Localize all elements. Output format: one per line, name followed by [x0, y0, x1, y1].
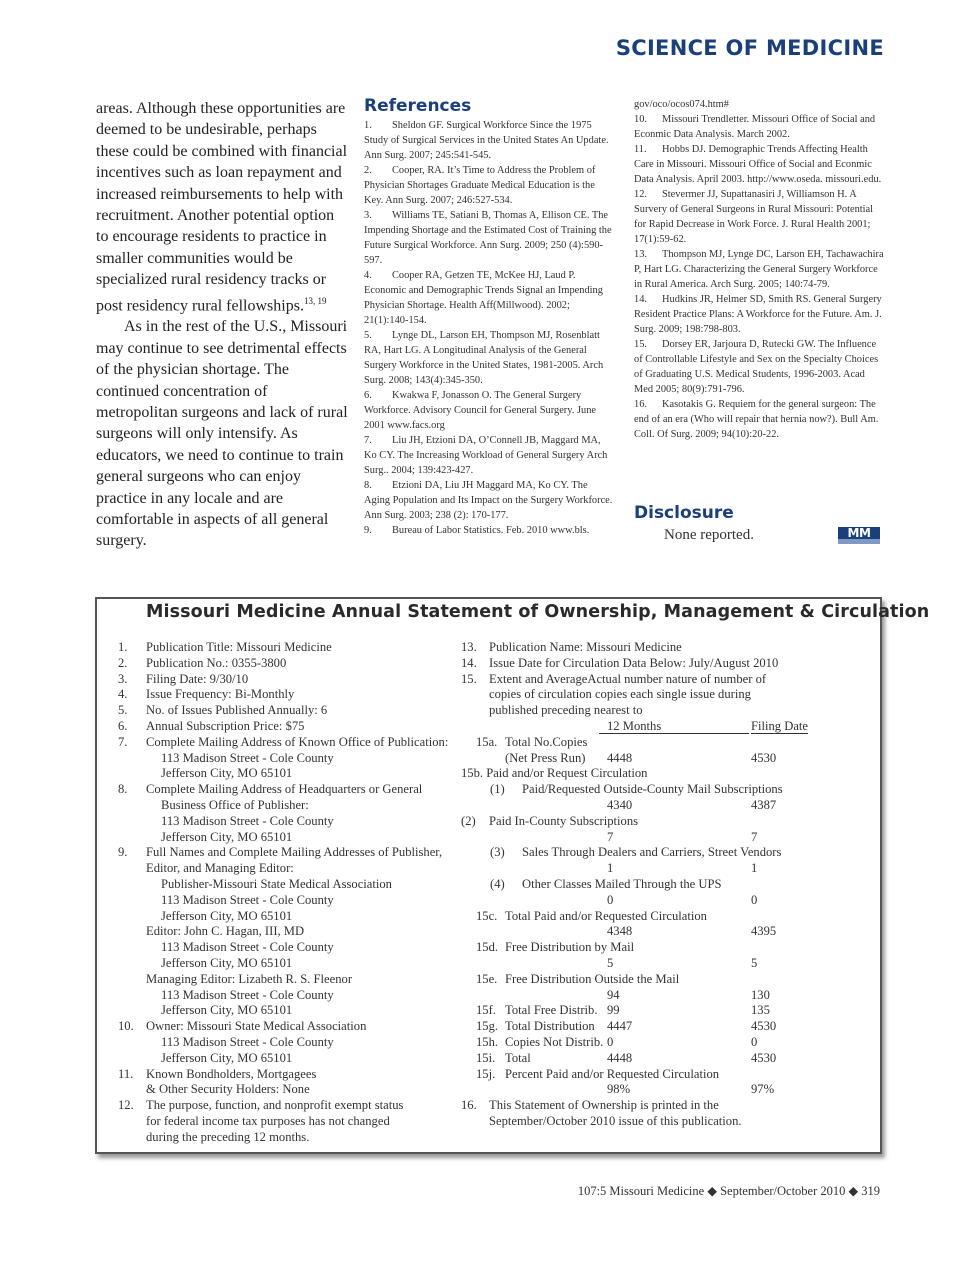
value-12-months: 94 — [607, 987, 620, 1002]
statement-row — [118, 877, 458, 893]
statement-row — [461, 656, 861, 672]
value-12-months: 99 — [607, 1003, 620, 1018]
body-paragraph — [96, 98, 348, 316]
item-text: Business Office of Publisher: — [161, 797, 309, 812]
statement-row — [461, 972, 861, 988]
reference-item — [364, 478, 614, 523]
item-text: Total Distribution — [505, 1019, 595, 1034]
item-number: (2) — [461, 813, 476, 828]
item-text: Complete Mailing Address of Headquarters or General — [146, 782, 423, 797]
statement-row — [461, 766, 861, 782]
item-text: Issue Frequency: Bi-Monthly — [146, 687, 295, 702]
statement-row — [118, 972, 458, 988]
item-number: 6. — [118, 718, 128, 733]
item-text: 113 Madison Street - Cole County — [161, 892, 334, 907]
statement-row — [461, 1035, 861, 1051]
statement-row — [461, 640, 861, 656]
item-text: 15b. Paid and/or Request Circulation — [461, 766, 648, 781]
statement-row — [118, 1035, 458, 1051]
statement-row — [118, 1098, 458, 1114]
statement-row — [118, 814, 458, 830]
reference-number: 13. — [634, 249, 647, 260]
column-header-row — [461, 719, 861, 735]
reference-text: Dorsey ER, Jarjoura D, Rutecki GW. The Influence of Controllable Lifestyle and Sex on the Specialty Choices of Graduating U.S. Medical Students, 1996-2003. Acad Med 2005; 80(9):791-796. — [634, 339, 879, 395]
item-number: 15h. — [476, 1034, 499, 1049]
statement-row — [118, 656, 458, 672]
reference-number: 16. — [634, 399, 647, 410]
reference-number: 15. — [634, 339, 647, 350]
value-filing-date: 4387 — [751, 797, 777, 812]
reference-text: Williams TE, Satiani B, Thomas A, Ellison CE. The Impending Shortage and the Estimated Cost of Training the Future Surgical Workforce. Ann Surg. 2009; 250 (4):590-597. — [364, 210, 612, 266]
col-header-filing-date: Filing Date — [751, 718, 809, 733]
value-12-months: 7 — [607, 829, 614, 844]
reference-text: Stevermer JJ, Supattanasiri J, Williamson H. A Survery of General Surgeons in Rural Missouri: Potential for Rapid Decrease in Work Force. J. Rural Health 2001; 17(1):59-62. — [634, 189, 874, 245]
statement-row — [118, 1003, 458, 1019]
item-text: published preceding nearest to — [489, 703, 643, 718]
reference-item — [364, 433, 614, 478]
value-12-months: 4448 — [607, 750, 633, 765]
reference-number: 9. — [364, 525, 372, 536]
value-12-months: 98% — [607, 1082, 631, 1097]
statement-row — [461, 687, 861, 703]
item-number: 15d. — [476, 940, 499, 955]
item-text: Free Distribution Outside the Mail — [505, 971, 680, 986]
statement-row — [118, 687, 458, 703]
reference-text: Lynge DL, Larson EH, Thompson MJ, Rosenblatt RA, Hart LG. A Longitudinal Analysis of the General Surgery Workforce in the United States, 1981-2005. Arch Surg. 2008; 143(4):345-350. — [364, 330, 604, 386]
statement-row — [461, 845, 861, 861]
item-number: 15a. — [476, 734, 498, 749]
disclosure-text: None reported. — [664, 527, 754, 543]
reference-number: 7. — [364, 435, 372, 446]
item-text: Issue Date for Circulation Data Below: July/August 2010 — [489, 655, 779, 670]
reference-text: Etzioni DA, Liu JH Maggard MA, Ko CY. The Aging Population and Its Impact on the Surgery Workforce. Ann Surg. 2003; 238 (2): 170-177. — [364, 480, 613, 521]
item-text: Jefferson City, MO 65101 — [161, 1003, 293, 1018]
item-text: Total — [505, 1050, 531, 1065]
item-number: 15c. — [476, 908, 498, 923]
item-text: Publication Name: Missouri Medicine — [489, 640, 682, 654]
value-12-months: 4340 — [607, 797, 633, 812]
value-row — [461, 924, 861, 940]
item-text: Publication No.: 0355-3800 — [146, 655, 287, 670]
statement-row — [461, 940, 861, 956]
reference-text: Bureau of Labor Statistics. Feb. 2010 www.bls. — [392, 525, 590, 536]
disclosure-heading: Disclosure — [634, 503, 734, 523]
item-number: 14. — [461, 655, 477, 670]
reference-continuation: gov/oco/ocos074.htm# — [634, 99, 729, 110]
item-number: 8. — [118, 782, 128, 797]
value-filing-date: 4530 — [751, 1050, 777, 1065]
statement-row — [461, 703, 861, 719]
reference-text: Kwakwa F, Jonasson O. The General Surgery Workforce. Advisory Council for General Surgery. June 2001 www.facs.org — [364, 390, 597, 431]
reference-item — [364, 523, 614, 538]
statement-left-column — [118, 640, 458, 1146]
item-text: Copies Not Distrib. — [505, 1034, 604, 1049]
reference-number: 4. — [364, 270, 372, 281]
statement-row — [118, 640, 458, 656]
item-text: Jefferson City, MO 65101 — [161, 955, 293, 970]
item-text: Complete Mailing Address of Known Office of Publication: — [146, 734, 449, 749]
item-text: for federal income tax purposes has not changed — [146, 1113, 390, 1128]
item-text: Full Names and Complete Mailing Addresses of Publisher, — [146, 845, 443, 860]
reference-number: 2. — [364, 165, 372, 176]
value-row — [461, 861, 861, 877]
item-number: 10. — [118, 1019, 134, 1034]
item-text: Publication Title: Missouri Medicine — [146, 640, 332, 654]
reference-item — [634, 142, 884, 187]
statement-row — [118, 1067, 458, 1083]
item-text: Total No.Copies — [505, 734, 588, 749]
value-filing-date: 135 — [751, 1003, 770, 1018]
statement-row — [118, 861, 458, 877]
value-row — [461, 798, 861, 814]
value-12-months: 4448 — [607, 1050, 633, 1065]
item-number: (3) — [490, 845, 505, 860]
item-number: 9. — [118, 845, 128, 860]
item-number: 15j. — [476, 1066, 496, 1081]
statement-row — [461, 814, 861, 830]
reference-text: Sheldon GF. Surgical Workforce Since the 1975 Study of Surgical Services in the United States An Update. Ann Surg. 2007; 245:541-545. — [364, 120, 609, 161]
reference-item — [364, 328, 614, 388]
reference-number: 10. — [634, 114, 647, 125]
statement-right-column — [461, 640, 861, 1130]
item-text: 113 Madison Street - Cole County — [161, 1034, 334, 1049]
references-heading: References — [364, 96, 472, 116]
item-text: Editor: John C. Hagan, III, MD — [146, 924, 305, 939]
value-row — [461, 830, 861, 846]
reference-number: 6. — [364, 390, 372, 401]
reference-item — [364, 208, 614, 268]
item-text: Jefferson City, MO 65101 — [161, 766, 293, 781]
statement-row — [118, 988, 458, 1004]
item-number: 12. — [118, 1098, 134, 1113]
reference-text: Liu JH, Etzioni DA, O’Connell JB, Maggard MA, Ko CY. The Increasing Workload of General Surgery Arch Surg.. 2004; 139:423-427. — [364, 435, 608, 476]
value-12-months: 4447 — [607, 1019, 633, 1034]
statement-row — [461, 782, 861, 798]
value-filing-date: 1 — [751, 861, 758, 876]
value-12-months: 5 — [607, 955, 614, 970]
item-number: 13. — [461, 640, 477, 654]
item-text: Total Free Distrib. — [505, 1003, 598, 1018]
statement-row — [118, 672, 458, 688]
value-row — [461, 1082, 861, 1098]
value-12-months: 1 — [607, 861, 614, 876]
statement-row — [118, 782, 458, 798]
reference-item — [634, 112, 884, 142]
value-filing-date: 4530 — [751, 750, 777, 765]
item-text: 113 Madison Street - Cole County — [161, 750, 334, 765]
statement-row — [118, 766, 458, 782]
value-12-months: 0 — [607, 1034, 614, 1049]
value-filing-date: 4530 — [751, 1019, 777, 1034]
value-row — [461, 956, 861, 972]
item-text: No. of Issues Published Annually: 6 — [146, 703, 328, 718]
statement-row — [118, 940, 458, 956]
statement-row — [461, 877, 861, 893]
item-text: & Other Security Holders: None — [146, 1082, 310, 1097]
item-text: Jefferson City, MO 65101 — [161, 908, 293, 923]
item-text: Editor, and Managing Editor: — [146, 861, 294, 876]
col-header-12-months: 12 Months — [599, 719, 749, 735]
statement-row — [461, 1051, 861, 1067]
mm-logo: MM — [838, 527, 880, 544]
citation-superscript: 13, 19 — [303, 295, 327, 306]
statement-row — [461, 1067, 861, 1083]
statement-row — [118, 735, 458, 751]
item-text: Jefferson City, MO 65101 — [161, 829, 293, 844]
value-filing-date: 130 — [751, 987, 770, 1002]
value-filing-date: 7 — [751, 829, 758, 844]
statement-row — [118, 1082, 458, 1098]
item-number: 16. — [461, 1098, 477, 1113]
item-number: (4) — [490, 876, 505, 891]
item-number: 15i. — [476, 1050, 496, 1065]
section-title: SCIENCE OF MEDICINE — [615, 36, 884, 60]
references-list-b — [634, 97, 884, 442]
reference-text: Missouri Trendletter. Missouri Office of Social and Econmic Data Analysis. March 2002. — [634, 114, 876, 140]
item-number: 7. — [118, 734, 128, 749]
reference-item — [364, 118, 614, 163]
item-number: 15. — [461, 671, 477, 686]
statement-row — [118, 830, 458, 846]
item-number: 3. — [118, 671, 128, 686]
item-number: 5. — [118, 703, 128, 718]
statement-row — [118, 1114, 458, 1130]
statement-row — [118, 909, 458, 925]
reference-text: Cooper, RA. It’s Time to Address the Problem of Physician Shortages Graduate Medical Education is the Key. Ann Surg. 2007; 246:527-534. — [364, 165, 596, 206]
value-filing-date: 5 — [751, 955, 758, 970]
body-paragraph: As in the rest of the U.S., Missouri may continue to see detrimental effects of the physician shortage. The continued concentration of metropolitan surgeons and lack of rural surgeons will only intensify. As educators, we need to continue to train general surgeons who can enjoy practice in any locale and are comfortable in aspects of all general surgery. — [96, 318, 348, 550]
statement-row — [118, 798, 458, 814]
item-number: 15f. — [476, 1003, 496, 1018]
value-row — [461, 988, 861, 1004]
item-text: 113 Madison Street - Cole County — [161, 813, 334, 828]
item-number: (1) — [490, 782, 505, 797]
reference-text: Cooper RA, Getzen TE, McKee HJ, Laud P. Economic and Demographic Trends Signal an Impending Physician Shortage. Health Aff(Millwood). 2002; 21(1):140-154. — [364, 270, 603, 326]
item-text: 113 Madison Street - Cole County — [161, 940, 334, 955]
references-list-a — [364, 118, 614, 538]
item-text: Percent Paid and/or Requested Circulation — [505, 1066, 720, 1081]
item-number: 11. — [118, 1066, 134, 1081]
value-12-months: 4348 — [607, 924, 633, 939]
reference-text: Hobbs DJ. Demographic Trends Affecting Health Care in Missouri. Missouri Office of Social and Econmic Data Analysis. April 2003. http://www.oseda. missouri.edu. — [634, 144, 882, 185]
value-filing-date: 97% — [751, 1082, 775, 1097]
item-text: during the preceding 12 months. — [146, 1129, 310, 1144]
reference-number: 14. — [634, 294, 647, 305]
reference-number: 12. — [634, 189, 647, 200]
reference-item — [364, 268, 614, 328]
reference-text: Hudkins JR, Helmer SD, Smith RS. General Surgery Resident Practice Plans: A Workforce for the Future. Am. J. Surg. 2009; 198:798-803. — [634, 294, 882, 335]
item-text: The purpose, function, and nonprofit exempt status — [146, 1098, 404, 1113]
item-text: Publisher-Missouri State Medical Association — [161, 876, 392, 891]
statement-row — [118, 1019, 458, 1035]
statement-row — [461, 1019, 861, 1035]
statement-row — [461, 1114, 861, 1130]
item-number: 15g. — [476, 1019, 499, 1034]
item-text: (Net Press Run) — [505, 750, 586, 765]
reference-number: 3. — [364, 210, 372, 221]
item-text: Annual Subscription Price: $75 — [146, 718, 305, 733]
statement-row — [461, 1003, 861, 1019]
reference-text: Kasotakis G. Requiem for the general surgeon: The end of an era (Who will repair that hernia now?). Bull Am. Coll. Of Surg. 2009; 94(10):20-22. — [634, 399, 879, 440]
statement-row — [118, 924, 458, 940]
item-text: Owner: Missouri State Medical Association — [146, 1019, 367, 1034]
item-text: Total Paid and/or Requested Circulation — [505, 908, 707, 923]
statement-row — [118, 1051, 458, 1067]
item-text: Paid/Requested Outside-County Mail Subscriptions — [522, 782, 783, 797]
reference-item — [364, 388, 614, 433]
statement-row — [118, 893, 458, 909]
statement-row — [461, 751, 861, 767]
value-filing-date: 0 — [751, 1034, 758, 1049]
statement-row — [118, 1130, 458, 1146]
value-row — [461, 893, 861, 909]
item-number: 2. — [118, 655, 128, 670]
statement-row — [461, 672, 861, 688]
item-text: Known Bondholders, Mortgagees — [146, 1066, 317, 1081]
statement-row — [461, 1098, 861, 1114]
statement-row — [461, 735, 861, 751]
item-text: 113 Madison Street - Cole County — [161, 987, 334, 1002]
value-12-months: 0 — [607, 892, 614, 907]
reference-number: 11. — [634, 144, 647, 155]
statement-row — [118, 703, 458, 719]
item-text: This Statement of Ownership is printed in the — [489, 1098, 719, 1113]
body-column — [96, 98, 348, 552]
statement-row — [118, 751, 458, 767]
item-text: Managing Editor: Lizabeth R. S. Fleenor — [146, 971, 353, 986]
statement-row — [118, 845, 458, 861]
reference-item — [634, 247, 884, 292]
item-text: copies of circulation copies each single issue during — [489, 687, 751, 702]
reference-number: 5. — [364, 330, 372, 341]
reference-number: 1. — [364, 120, 372, 131]
page-footer: 107:5 Missouri Medicine ◆ September/October 2010 ◆ 319 — [577, 1184, 880, 1198]
statement-row — [461, 909, 861, 925]
item-text: Free Distribution by Mail — [505, 940, 635, 955]
reference-number: 8. — [364, 480, 372, 491]
item-text: Extent and AverageActual number nature of number of — [489, 671, 767, 686]
body-paragraph-text: areas. Although these opportunities are deemed to be undesirable, perhaps these could be combined with financial incentives such as loan repayment and increased reimbursements to help with recruitment. Another potential option to encourage residents to practice in smaller communities would be specialized rural residency tracks or post residency rural fellowships. — [96, 100, 348, 314]
item-number: 15e. — [476, 971, 498, 986]
statement-row — [118, 956, 458, 972]
reference-item — [634, 292, 884, 337]
item-text: Filing Date: 9/30/10 — [146, 671, 249, 686]
item-text: September/October 2010 issue of this publication. — [489, 1113, 742, 1128]
item-text: Jefferson City, MO 65101 — [161, 1050, 293, 1065]
value-filing-date: 4395 — [751, 924, 777, 939]
reference-item — [634, 397, 884, 442]
item-number: 1. — [118, 640, 128, 654]
item-text: Sales Through Dealers and Carriers, Street Vendors — [522, 845, 782, 860]
reference-text: Thompson MJ, Lynge DC, Larson EH, Tachawachira P, Hart LG. Characterizing the General Surgery Workforce in Rural America. Arch Surg. 2005; 140:74-79. — [634, 249, 884, 290]
reference-item — [364, 163, 614, 208]
value-filing-date: 0 — [751, 892, 758, 907]
statement-row — [118, 719, 458, 735]
item-text: Other Classes Mailed Through the UPS — [522, 876, 722, 891]
reference-item — [634, 187, 884, 247]
reference-item — [634, 337, 884, 397]
statement-title: Missouri Medicine Annual Statement of Ownership, Management & Circulation — [146, 602, 930, 622]
item-number: 4. — [118, 687, 128, 702]
item-text: Paid In-County Subscriptions — [489, 813, 639, 828]
